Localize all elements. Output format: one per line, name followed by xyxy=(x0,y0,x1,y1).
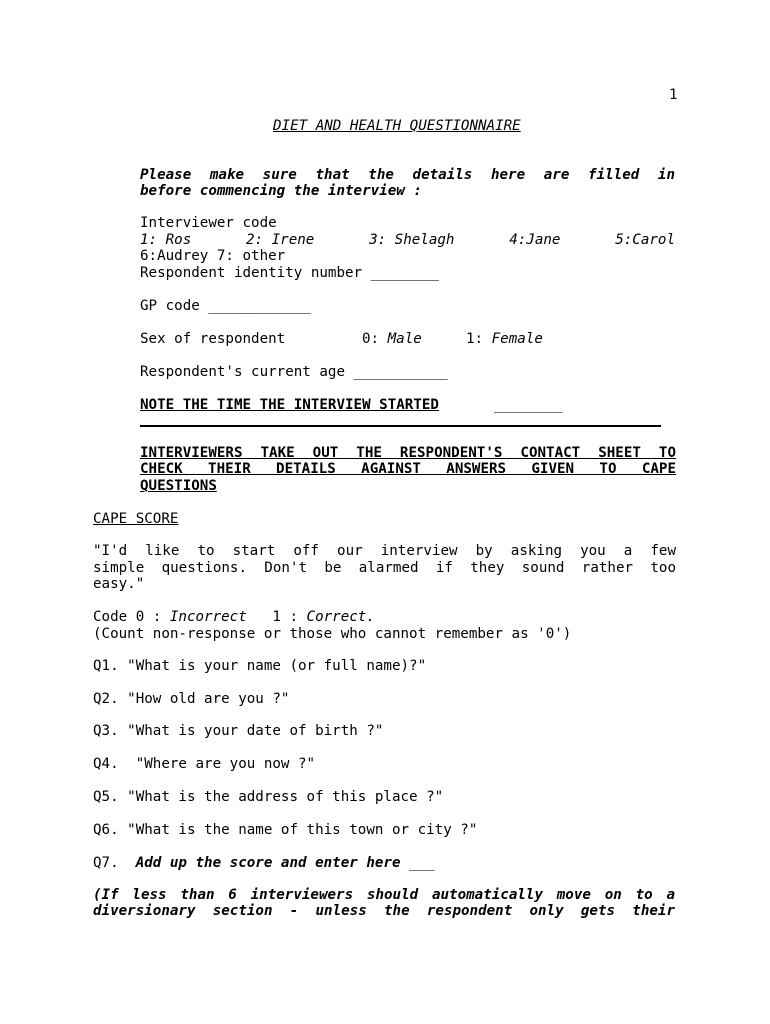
interviewer-code-jane: 4:Jane xyxy=(509,232,561,248)
interviewer-code-ros: 1: Ros xyxy=(140,232,192,248)
cape-intro-line-1: "I'd like to start off our interview by asking you a few xyxy=(93,543,676,559)
interviewer-code-shelagh: 3: Shelagh xyxy=(369,232,455,248)
gp-code-field: GP code ____________ xyxy=(140,298,311,314)
code-correct: Correct. xyxy=(306,609,375,625)
sex-option-male-value: Male xyxy=(387,331,422,347)
q7-label: Q7. xyxy=(93,855,136,871)
interviewer-codes-row-2: 6:Audrey 7: other xyxy=(140,248,286,264)
code-prefix: Code 0 : xyxy=(93,609,170,625)
footnote-line-2: diversionary section - unless the respondent only gets their xyxy=(93,903,675,919)
interviewer-code-label: Interviewer code xyxy=(140,215,277,231)
sex-option-male xyxy=(362,331,422,347)
page-number: 1 xyxy=(669,87,678,103)
cape-intro-line-3: easy." xyxy=(93,576,145,592)
instructions-line-2: before commencing the interview : xyxy=(140,183,422,199)
code-incorrect: Incorrect xyxy=(169,609,247,625)
respondent-id-field: Respondent identity number ________ xyxy=(140,265,439,281)
q7-blank: ___ xyxy=(400,855,435,871)
sex-option-female-code: 1: xyxy=(466,331,484,347)
sex-option-female-value: Female xyxy=(491,331,543,347)
contact-sheet-line-2: CHECK THEIR DETAILS AGAINST ANSWERS GIVEN TO CAPE xyxy=(140,461,676,477)
cape-code-legend xyxy=(93,609,375,625)
horizontal-rule xyxy=(140,425,661,427)
sex-label: Sex of respondent xyxy=(140,331,286,347)
sex-option-male-code: 0: xyxy=(362,331,380,347)
time-started-label: NOTE THE TIME THE INTERVIEW STARTED xyxy=(140,397,439,413)
cape-code-note: (Count non-response or those who cannot remember as '0') xyxy=(93,626,572,642)
interviewer-code-carol: 5:Carol xyxy=(615,232,675,248)
q7-text: Add up the score and enter here xyxy=(135,855,401,871)
interviewer-code-irene: 2: Irene xyxy=(245,232,315,248)
code-mid: 1 : xyxy=(246,609,307,625)
instructions-line-1: Please make sure that the details here are filled in xyxy=(140,167,675,183)
question-q3: Q3. "What is your date of birth ?" xyxy=(93,723,384,739)
sex-option-female xyxy=(466,331,543,347)
footnote-line-1: (If less than 6 interviewers should automatically move on to a xyxy=(93,887,675,903)
age-field: Respondent's current age ___________ xyxy=(140,364,448,380)
time-started-blank: ________ xyxy=(494,397,563,413)
contact-sheet-line-1: INTERVIEWERS TAKE OUT THE RESPONDENT'S CONTACT SHEET TO xyxy=(140,445,676,461)
cape-intro-line-2: simple questions. Don't be alarmed if they sound rather too xyxy=(93,560,676,576)
question-q6: Q6. "What is the name of this town or city ?" xyxy=(93,822,478,838)
question-q5: Q5. "What is the address of this place ?" xyxy=(93,789,444,805)
cape-score-heading: CAPE SCORE xyxy=(93,511,179,527)
question-q2: Q2. "How old are you ?" xyxy=(93,691,290,707)
contact-sheet-line-3: QUESTIONS xyxy=(140,478,217,494)
question-q4: Q4. "Where are you now ?" xyxy=(93,756,316,772)
page-title: DIET AND HEALTH QUESTIONNAIRE xyxy=(273,118,521,134)
question-q1: Q1. "What is your name (or full name)?" xyxy=(93,658,427,674)
interviewer-codes-row xyxy=(140,232,675,248)
question-q7 xyxy=(93,855,435,871)
